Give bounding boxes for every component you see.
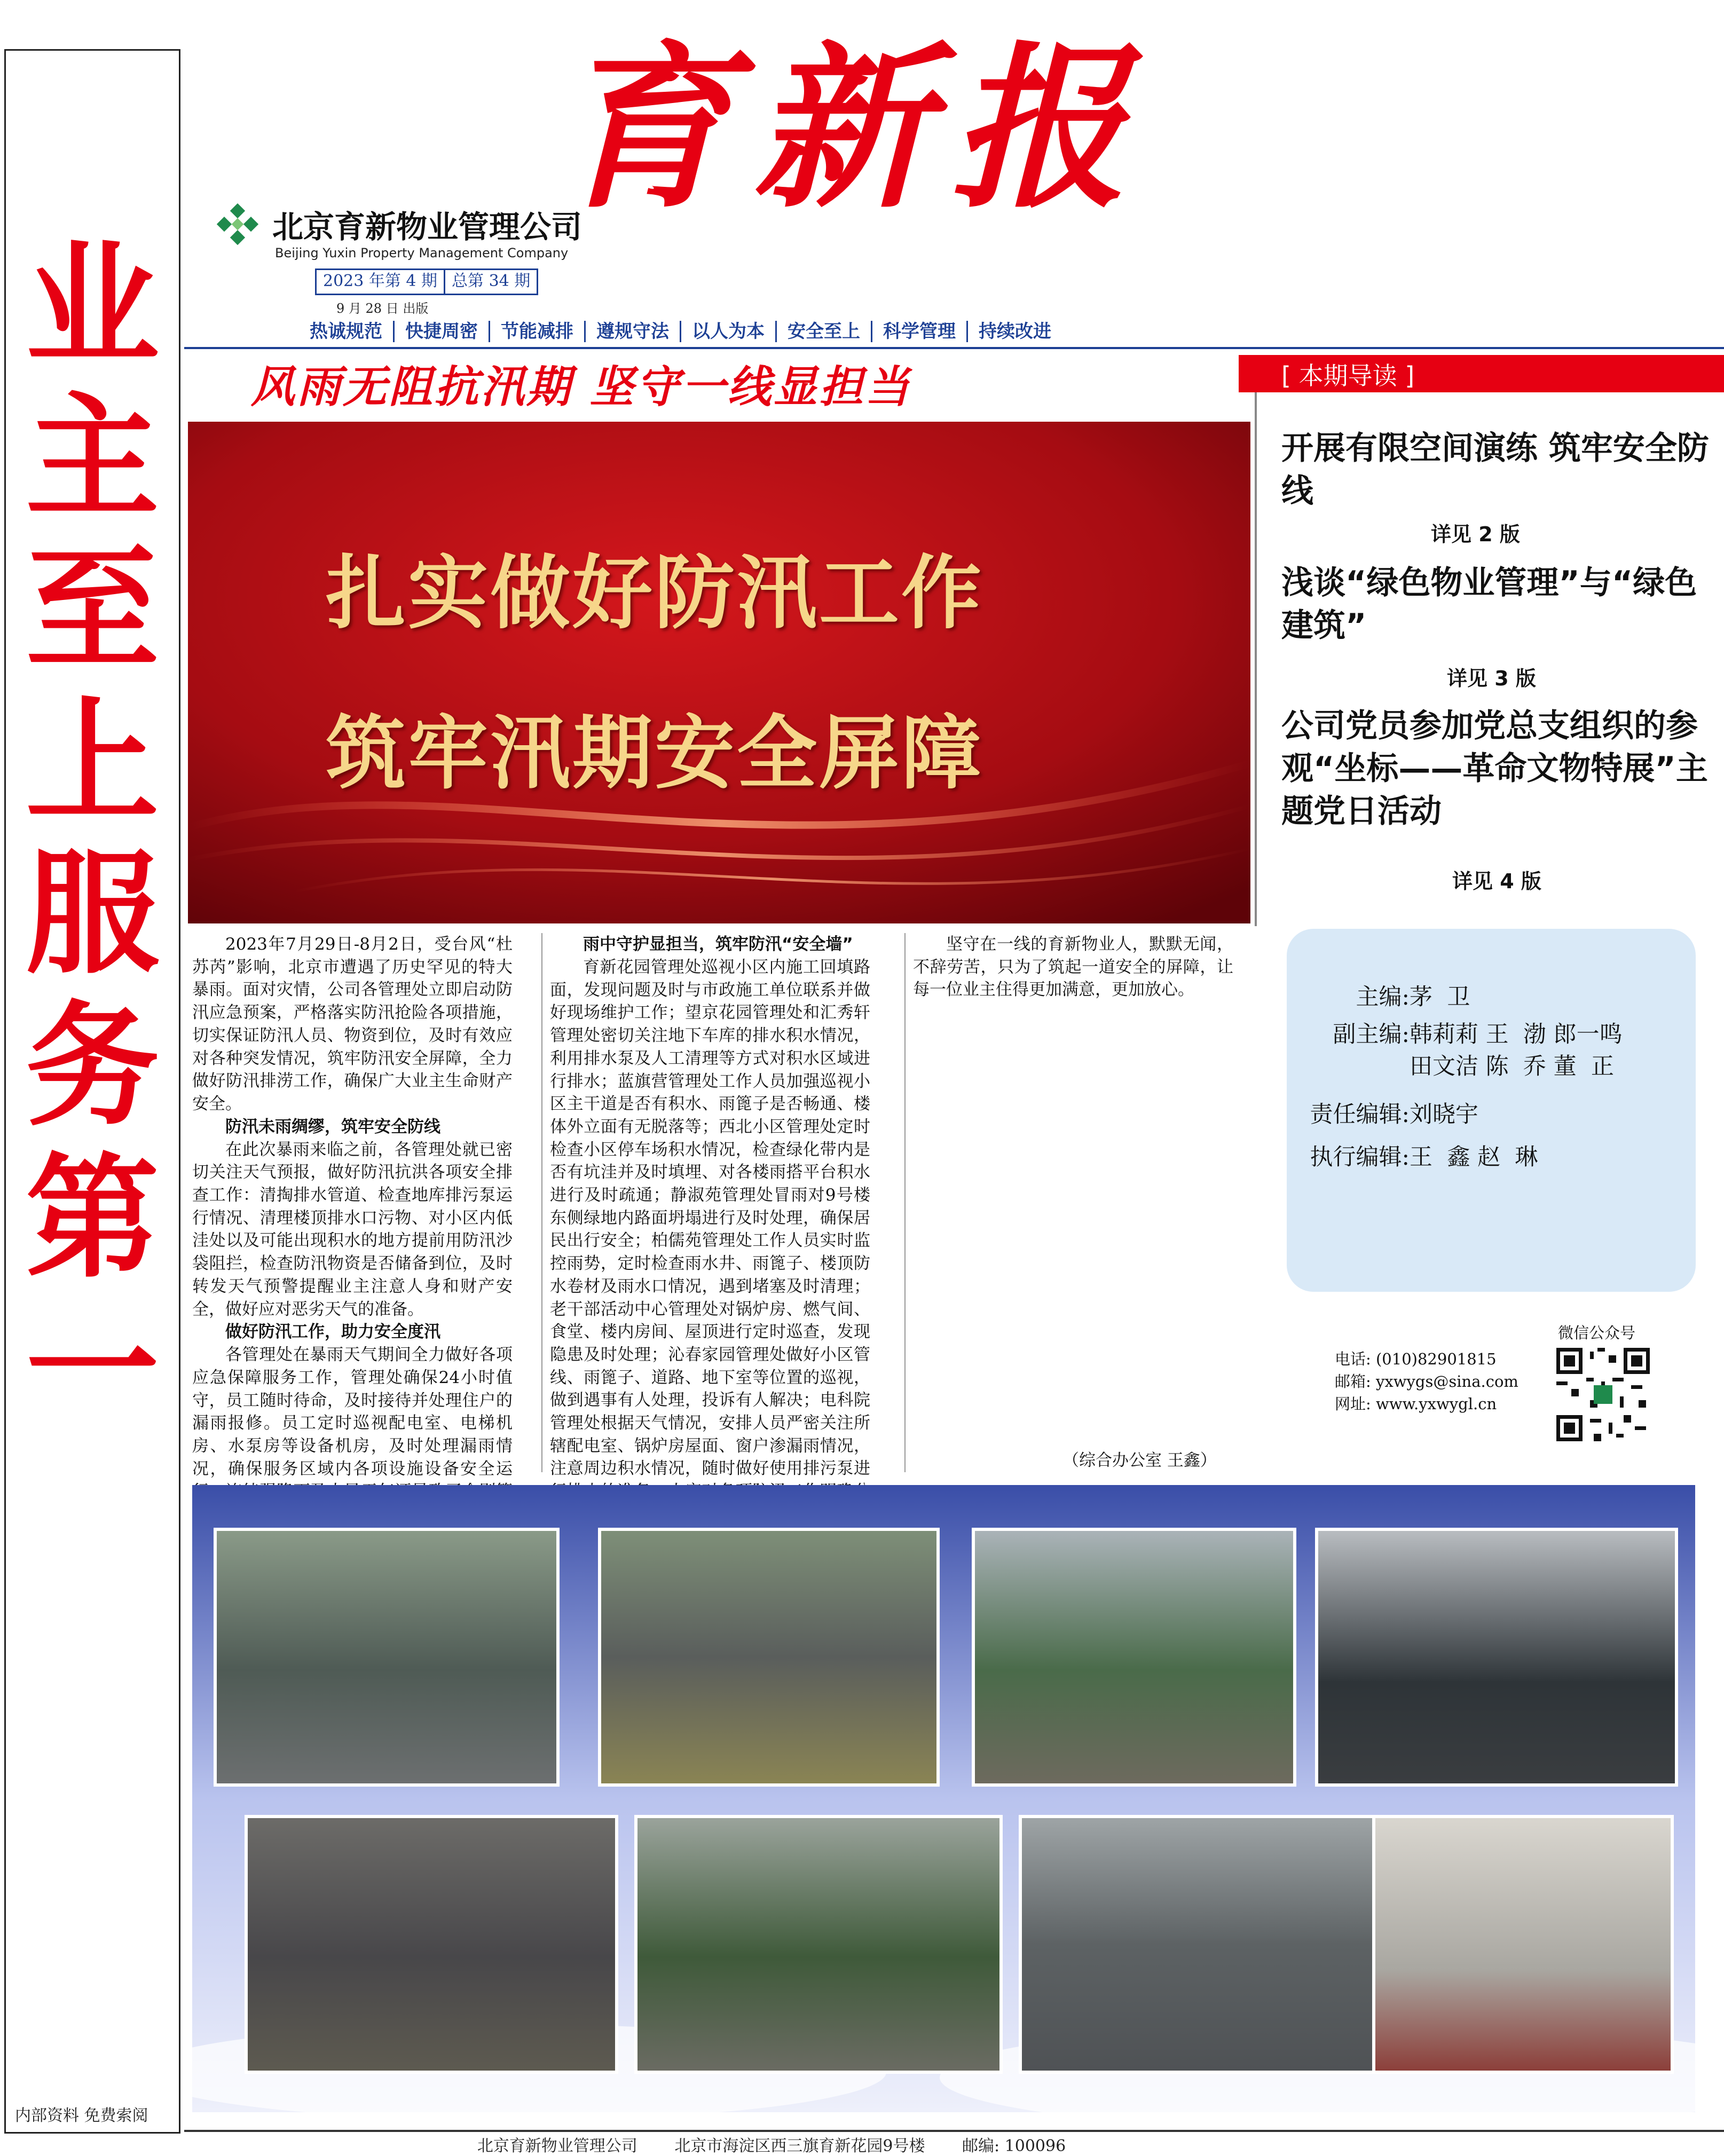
slogan: 以人为本	[681, 321, 777, 342]
publish-date: 9 月 28 日 出版	[336, 301, 429, 316]
article-column-2	[550, 933, 870, 1549]
column-divider	[541, 933, 542, 1472]
article-paragraph: 在此次暴雨来临之前，各管理处就已密切关注天气预报，做好防汛抗洪各项安全排查工作：清掏排水管道、检查地库排污泵运行情况、清理楼顶排水口污物、对小区内低洼处以及可能出现积水的地方提前用防汛沙袋阻拦，检查防汛物资是否储备到位，及时转发天气预警提醒业主注意人身和财产安全，做好应对恶劣天气的准备。	[192, 1140, 513, 1319]
footer	[184, 2133, 1359, 2156]
article-column-3	[913, 933, 1233, 1001]
slogan: 科学管理	[872, 321, 968, 342]
side-char: 务	[26, 989, 159, 1144]
internal-note: 内部资料 免费索阅	[15, 2106, 148, 2125]
article-subheading: 雨中守护显担当，筑牢防汛“安全墙”	[583, 935, 853, 954]
slogan: 安全至上	[777, 321, 872, 342]
guide-item-ref: 详见 3 版	[1447, 667, 1536, 690]
photo-drain-clearing	[598, 1528, 940, 1787]
side-char: 上	[26, 684, 159, 840]
slogan: 持续改进	[979, 321, 1051, 342]
editor-line	[1292, 981, 1470, 1013]
footer-divider	[184, 2130, 1724, 2132]
banner-line-2: 筑牢汛期安全屏障	[326, 706, 984, 800]
side-char: 服	[26, 836, 159, 992]
editor-names: 韩莉莉 王 渤 郎一鸣	[1410, 1021, 1623, 1048]
guide-title: [ 本期导读 ]	[1281, 361, 1415, 390]
editor-line	[1292, 1051, 1614, 1083]
editor-role: 主编:	[1356, 984, 1410, 1010]
side-char: 一	[26, 1293, 159, 1448]
company-name-cn: 北京育新物业管理公司	[272, 209, 582, 245]
photo-fallen-tree	[972, 1528, 1296, 1787]
company-name-en: Beijing Yuxin Property Management Company	[275, 246, 569, 260]
editor-line	[1292, 1018, 1623, 1051]
side-banner-slogan	[4, 230, 180, 1447]
footer-address: 北京市海淀区西三旗育新花园9号楼	[674, 2137, 925, 2155]
side-char: 业	[26, 228, 159, 383]
slogan: 节能减排	[490, 321, 586, 342]
company-logo-icon	[214, 203, 262, 251]
contact-phone: 电话: (010)82901815	[1335, 1350, 1497, 1368]
guide-item-title[interactable]: 浅谈“绿色物业管理”与“绿色建筑”	[1281, 564, 1697, 644]
column-divider	[904, 933, 906, 1472]
banner-line-1: 扎实做好防汛工作	[326, 546, 984, 640]
newspaper-title: 育新报	[555, 25, 1148, 232]
article-paragraph: 各管理处在暴雨天气期间全力做好各项应急保障服务工作，管理处确保24小时值守，员工随时待命，及时接待并处理住户的漏雨报修。员工定时巡视配电室、电梯机房、水泵房等设备机房，及时处理漏雨情况，确保服务区域内各项设施设备安全运	[192, 1345, 513, 1479]
editor-names: 王 鑫 赵 琳	[1410, 1144, 1538, 1171]
photo-garage-sweeping	[245, 1815, 618, 2074]
article-subheading: 做好防汛工作，助力安全度汛	[225, 1322, 440, 1342]
editor-role: 副主编:	[1333, 1021, 1410, 1048]
side-char: 至	[26, 532, 159, 688]
flood-banner-image	[188, 422, 1250, 923]
photo-pump-control	[1372, 1815, 1674, 2074]
contact-email[interactable]: 邮箱: yxwygs@sina.com	[1335, 1372, 1518, 1391]
editor-line	[1292, 1141, 1538, 1173]
article-subheading: 防汛未雨绸缪，筑牢安全防线	[225, 1117, 440, 1136]
side-char: 主	[26, 380, 159, 535]
editor-names: 茅 卫	[1410, 984, 1470, 1010]
slogan-bar	[299, 316, 1724, 347]
wechat-label: 微信公众号	[1558, 1324, 1636, 1342]
editor-role: 责任编辑:	[1310, 1101, 1410, 1128]
issue-box	[315, 268, 538, 295]
slogan: 遵规守法	[586, 321, 681, 342]
guide-item-ref: 详见 4 版	[1452, 870, 1541, 893]
slogan-divider	[184, 347, 1724, 349]
guide-item-title[interactable]: 开展有限空间演练 筑牢安全防线	[1281, 430, 1709, 510]
editor-names: 刘晓宇	[1410, 1101, 1478, 1128]
editor-role: 执行编辑:	[1310, 1144, 1410, 1171]
photo-rooftop-check	[1315, 1528, 1678, 1787]
photo-worker-sweeping	[214, 1528, 560, 1787]
photo-road-sweeping	[1019, 1815, 1387, 2074]
guide-item-title[interactable]: 公司党员参加党总支组织的参观“坐标——革命文物特展”主题党日活动	[1281, 707, 1708, 830]
contact-website[interactable]: 网址: www.yxwygl.cn	[1335, 1395, 1497, 1413]
photo-tree-removal	[634, 1815, 1003, 2074]
slogan: 热诚规范	[299, 321, 395, 342]
issue-number: 2023 年第 4 期	[323, 272, 438, 290]
article-paragraph: 2023年7月29日-8月2日，受台风“杜苏芮”影响，北京市遭遇了历史罕见的特大暴雨。面对灾情，公司各管理处立即启动防汛应急预案，严格落实防汛抢险各项措施，切实保证防汛人员、物资到位，及时有效应对各种突发情况，筑牢防汛安全屏障，全力做好防汛排涝工作，确保广大业主生命财产安全。	[192, 935, 513, 1113]
footer-zip: 邮编: 100096	[962, 2137, 1066, 2155]
main-headline: 风雨无阻抗汛期 坚守一线显担当	[251, 362, 911, 413]
wechat-qr-code-icon	[1556, 1348, 1650, 1441]
issue-total: 总第 34 期	[444, 270, 537, 294]
side-char: 第	[26, 1141, 159, 1296]
editor-names: 田文洁 陈 乔 董 正	[1410, 1053, 1615, 1080]
article-paragraph: 育新花园管理处巡视小区内施工回填路面，发现问题及时与市政施工单位联系并做好现场维护工作；望京花园管理处和汇秀轩管理处密切关注地下车库的排水积水情况，利用排水泵及人工清理等方式对积水区域进行排水；蓝旗营管理处工作人员加强巡视小区主干道是否有积水、雨篦子是否畅通、楼体外立面有无脱落等；西北小区管理处定时检查小区停车场积水情况，检查绿化带内是否有坑洼并及时填埋、对各楼雨搭平台积水进行及时疏通；静淑苑管理处冒雨对9号楼东侧绿地内路面坍塌进行及时处理，确保居民出行安全；柏儒苑管理处工作人员实时监控雨势，定时检查雨水井、雨篦子、楼顶防水卷材及雨水口情况，遇到堵塞及时清理；老干部活动中心管理处对锅炉房、燃气间、食堂、楼内房间、屋顶进行定时巡查，发现隐患及时处理；沁春家园管理处做好小区管线、雨篦子、道路、地下室等位置的巡视，做到遇事有人处理，投诉有人解决；电科院管理处根据天气情况，安排人员严密关注所辖配电室、锅炉房屋面、窗户渗漏雨情况，注意周边积水情况，随时做好使用排污泵进	[550, 958, 870, 1479]
guide-item-ref: 详见 2 版	[1431, 523, 1520, 546]
article-signature: （综合办公室 王鑫）	[1062, 1451, 1217, 1470]
contact-info	[1335, 1348, 1518, 1415]
editor-line	[1292, 1099, 1478, 1131]
article-paragraph: 坚守在一线的育新物业人，默默无闻，不辞劳苦，只为了筑起一道安全的屏障，让每一位业主住得更加满意，更加放心。	[913, 935, 1233, 1000]
footer-company: 北京育新物业管理公司	[477, 2137, 637, 2155]
slogan: 快捷周密	[395, 321, 490, 342]
